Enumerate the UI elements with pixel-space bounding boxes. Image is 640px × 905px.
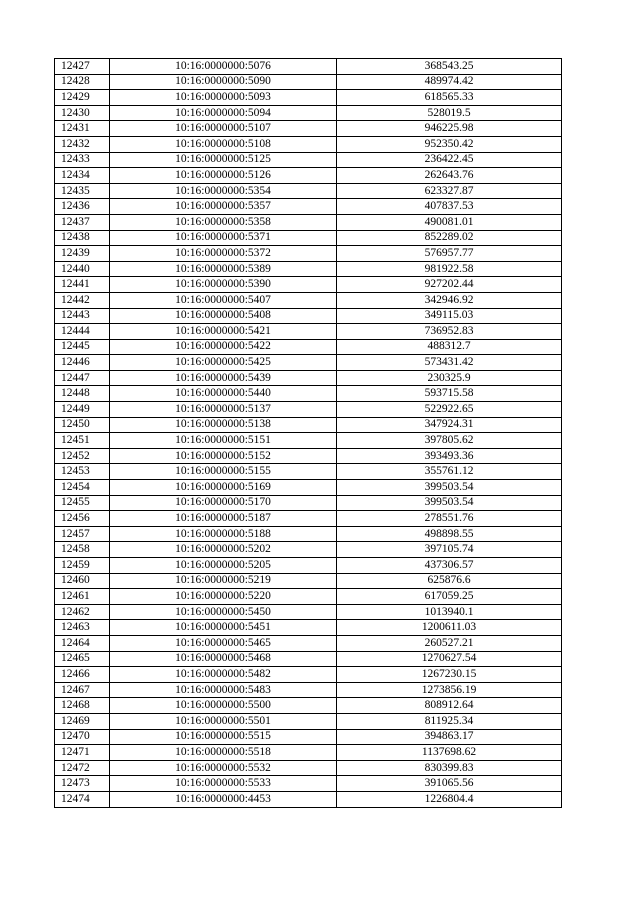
cadastral-number-cell: 10:16:0000000:5389 (110, 261, 337, 277)
row-number-cell: 12474 (55, 791, 110, 807)
cadastral-number-cell: 10:16:0000000:5188 (110, 526, 337, 542)
row-number-cell: 12435 (55, 183, 110, 199)
value-cell: 981922.58 (337, 261, 562, 277)
value-cell: 617059.25 (337, 589, 562, 605)
table-row (55, 370, 562, 386)
value-cell: 573431.42 (337, 355, 562, 371)
cadastral-number-cell: 10:16:0000000:5138 (110, 417, 337, 433)
row-number-cell: 12430 (55, 105, 110, 121)
row-number-cell: 12443 (55, 308, 110, 324)
row-number-cell: 12457 (55, 526, 110, 542)
value-cell: 260527.21 (337, 635, 562, 651)
value-cell: 927202.44 (337, 277, 562, 293)
value-cell: 488312.7 (337, 339, 562, 355)
table-row (55, 464, 562, 480)
row-number-cell: 12461 (55, 589, 110, 605)
value-cell: 528019.5 (337, 105, 562, 121)
value-cell: 852289.02 (337, 230, 562, 246)
value-cell: 1013940.1 (337, 604, 562, 620)
table-row (55, 511, 562, 527)
table-row (55, 292, 562, 308)
table-row (55, 635, 562, 651)
cadastral-number-cell: 10:16:0000000:4453 (110, 791, 337, 807)
table-row (55, 59, 562, 75)
value-cell: 593715.58 (337, 386, 562, 402)
row-number-cell: 12433 (55, 152, 110, 168)
row-number-cell: 12455 (55, 495, 110, 511)
table-row (55, 168, 562, 184)
cadastral-number-cell: 10:16:0000000:5501 (110, 713, 337, 729)
cadastral-number-cell: 10:16:0000000:5451 (110, 620, 337, 636)
cadastral-number-cell: 10:16:0000000:5152 (110, 448, 337, 464)
cadastral-number-cell: 10:16:0000000:5422 (110, 339, 337, 355)
cadastral-number-cell: 10:16:0000000:5125 (110, 152, 337, 168)
value-cell: 397805.62 (337, 433, 562, 449)
row-number-cell: 12473 (55, 776, 110, 792)
cadastral-number-cell: 10:16:0000000:5219 (110, 573, 337, 589)
cadastral-number-cell: 10:16:0000000:5439 (110, 370, 337, 386)
value-cell: 278551.76 (337, 511, 562, 527)
cadastral-number-cell: 10:16:0000000:5169 (110, 480, 337, 496)
value-cell: 736952.83 (337, 324, 562, 340)
cadastral-number-cell: 10:16:0000000:5500 (110, 698, 337, 714)
cadastral-number-cell: 10:16:0000000:5390 (110, 277, 337, 293)
table-row (55, 480, 562, 496)
cadastral-number-cell: 10:16:0000000:5357 (110, 199, 337, 215)
table-row (55, 745, 562, 761)
value-cell: 625876.6 (337, 573, 562, 589)
row-number-cell: 12440 (55, 261, 110, 277)
value-cell: 489974.42 (337, 74, 562, 90)
table-row (55, 729, 562, 745)
table-row (55, 760, 562, 776)
row-number-cell: 12442 (55, 292, 110, 308)
row-number-cell: 12446 (55, 355, 110, 371)
table-row (55, 682, 562, 698)
row-number-cell: 12428 (55, 74, 110, 90)
cadastral-number-cell: 10:16:0000000:5155 (110, 464, 337, 480)
value-cell: 407837.53 (337, 199, 562, 215)
row-number-cell: 12462 (55, 604, 110, 620)
table-row (55, 74, 562, 90)
cadastral-number-cell: 10:16:0000000:5425 (110, 355, 337, 371)
table-row (55, 308, 562, 324)
value-cell: 946225.98 (337, 121, 562, 137)
table-row (55, 261, 562, 277)
table-row (55, 136, 562, 152)
value-cell: 230325.9 (337, 370, 562, 386)
value-cell: 808912.64 (337, 698, 562, 714)
row-number-cell: 12438 (55, 230, 110, 246)
table-row (55, 199, 562, 215)
table-row (55, 214, 562, 230)
value-cell: 490081.01 (337, 214, 562, 230)
cadastral-number-cell: 10:16:0000000:5170 (110, 495, 337, 511)
cadastral-number-cell: 10:16:0000000:5076 (110, 59, 337, 75)
cadastral-number-cell: 10:16:0000000:5482 (110, 667, 337, 683)
cadastral-number-cell: 10:16:0000000:5358 (110, 214, 337, 230)
table-row (55, 355, 562, 371)
value-cell: 347924.31 (337, 417, 562, 433)
value-cell: 393493.36 (337, 448, 562, 464)
cadastral-number-cell: 10:16:0000000:5137 (110, 402, 337, 418)
cadastral-number-cell: 10:16:0000000:5468 (110, 651, 337, 667)
value-cell: 618565.33 (337, 90, 562, 106)
data-table (54, 58, 562, 808)
table-row (55, 246, 562, 262)
value-cell: 342946.92 (337, 292, 562, 308)
row-number-cell: 12439 (55, 246, 110, 262)
row-number-cell: 12427 (55, 59, 110, 75)
row-number-cell: 12445 (55, 339, 110, 355)
table-row (55, 573, 562, 589)
table-row (55, 339, 562, 355)
cadastral-number-cell: 10:16:0000000:5450 (110, 604, 337, 620)
table-row (55, 230, 562, 246)
row-number-cell: 12467 (55, 682, 110, 698)
row-number-cell: 12449 (55, 402, 110, 418)
value-cell: 623327.87 (337, 183, 562, 199)
cadastral-number-cell: 10:16:0000000:5107 (110, 121, 337, 137)
table-body (55, 59, 562, 808)
table-row (55, 121, 562, 137)
value-cell: 1267230.15 (337, 667, 562, 683)
value-cell: 1273856.19 (337, 682, 562, 698)
cadastral-number-cell: 10:16:0000000:5094 (110, 105, 337, 121)
row-number-cell: 12432 (55, 136, 110, 152)
cadastral-number-cell: 10:16:0000000:5465 (110, 635, 337, 651)
row-number-cell: 12447 (55, 370, 110, 386)
row-number-cell: 12454 (55, 480, 110, 496)
table-row (55, 713, 562, 729)
cadastral-number-cell: 10:16:0000000:5202 (110, 542, 337, 558)
row-number-cell: 12456 (55, 511, 110, 527)
row-number-cell: 12441 (55, 277, 110, 293)
row-number-cell: 12466 (55, 667, 110, 683)
table-row (55, 558, 562, 574)
value-cell: 394863.17 (337, 729, 562, 745)
table-row (55, 402, 562, 418)
value-cell: 952350.42 (337, 136, 562, 152)
value-cell: 399503.54 (337, 480, 562, 496)
value-cell: 399503.54 (337, 495, 562, 511)
cadastral-number-cell: 10:16:0000000:5533 (110, 776, 337, 792)
row-number-cell: 12465 (55, 651, 110, 667)
table-row (55, 698, 562, 714)
table-row (55, 417, 562, 433)
row-number-cell: 12459 (55, 558, 110, 574)
cadastral-number-cell: 10:16:0000000:5515 (110, 729, 337, 745)
row-number-cell: 12469 (55, 713, 110, 729)
table-row (55, 90, 562, 106)
row-number-cell: 12468 (55, 698, 110, 714)
value-cell: 1226804.4 (337, 791, 562, 807)
value-cell: 576957.77 (337, 246, 562, 262)
cadastral-number-cell: 10:16:0000000:5205 (110, 558, 337, 574)
row-number-cell: 12431 (55, 121, 110, 137)
row-number-cell: 12450 (55, 417, 110, 433)
row-number-cell: 12463 (55, 620, 110, 636)
table-row (55, 667, 562, 683)
value-cell: 391065.56 (337, 776, 562, 792)
row-number-cell: 12436 (55, 199, 110, 215)
table-row (55, 152, 562, 168)
table-row (55, 791, 562, 807)
cadastral-number-cell: 10:16:0000000:5407 (110, 292, 337, 308)
row-number-cell: 12458 (55, 542, 110, 558)
row-number-cell: 12429 (55, 90, 110, 106)
row-number-cell: 12471 (55, 745, 110, 761)
table-row (55, 495, 562, 511)
row-number-cell: 12437 (55, 214, 110, 230)
cadastral-number-cell: 10:16:0000000:5126 (110, 168, 337, 184)
cadastral-number-cell: 10:16:0000000:5483 (110, 682, 337, 698)
table-row (55, 526, 562, 542)
value-cell: 262643.76 (337, 168, 562, 184)
cadastral-number-cell: 10:16:0000000:5371 (110, 230, 337, 246)
row-number-cell: 12464 (55, 635, 110, 651)
table-row (55, 589, 562, 605)
value-cell: 236422.45 (337, 152, 562, 168)
cadastral-number-cell: 10:16:0000000:5421 (110, 324, 337, 340)
value-cell: 1270627.54 (337, 651, 562, 667)
value-cell: 830399.83 (337, 760, 562, 776)
table-row (55, 324, 562, 340)
table-row (55, 604, 562, 620)
cadastral-number-cell: 10:16:0000000:5532 (110, 760, 337, 776)
cadastral-number-cell: 10:16:0000000:5220 (110, 589, 337, 605)
table-row (55, 183, 562, 199)
value-cell: 355761.12 (337, 464, 562, 480)
value-cell: 811925.34 (337, 713, 562, 729)
table-row (55, 433, 562, 449)
table-row (55, 651, 562, 667)
table-row (55, 105, 562, 121)
cadastral-number-cell: 10:16:0000000:5151 (110, 433, 337, 449)
row-number-cell: 12434 (55, 168, 110, 184)
cadastral-number-cell: 10:16:0000000:5408 (110, 308, 337, 324)
row-number-cell: 12448 (55, 386, 110, 402)
row-number-cell: 12444 (55, 324, 110, 340)
row-number-cell: 12453 (55, 464, 110, 480)
value-cell: 349115.03 (337, 308, 562, 324)
cadastral-number-cell: 10:16:0000000:5518 (110, 745, 337, 761)
cadastral-number-cell: 10:16:0000000:5440 (110, 386, 337, 402)
table-row (55, 386, 562, 402)
value-cell: 1200611.03 (337, 620, 562, 636)
table-row (55, 620, 562, 636)
table-row (55, 277, 562, 293)
row-number-cell: 12470 (55, 729, 110, 745)
row-number-cell: 12452 (55, 448, 110, 464)
value-cell: 1137698.62 (337, 745, 562, 761)
cadastral-number-cell: 10:16:0000000:5093 (110, 90, 337, 106)
row-number-cell: 12472 (55, 760, 110, 776)
value-cell: 397105.74 (337, 542, 562, 558)
value-cell: 498898.55 (337, 526, 562, 542)
cadastral-number-cell: 10:16:0000000:5090 (110, 74, 337, 90)
value-cell: 522922.65 (337, 402, 562, 418)
row-number-cell: 12460 (55, 573, 110, 589)
table-row (55, 776, 562, 792)
row-number-cell: 12451 (55, 433, 110, 449)
cadastral-number-cell: 10:16:0000000:5372 (110, 246, 337, 262)
table-row (55, 448, 562, 464)
value-cell: 368543.25 (337, 59, 562, 75)
cadastral-number-cell: 10:16:0000000:5354 (110, 183, 337, 199)
cadastral-number-cell: 10:16:0000000:5187 (110, 511, 337, 527)
value-cell: 437306.57 (337, 558, 562, 574)
table-row (55, 542, 562, 558)
cadastral-number-cell: 10:16:0000000:5108 (110, 136, 337, 152)
